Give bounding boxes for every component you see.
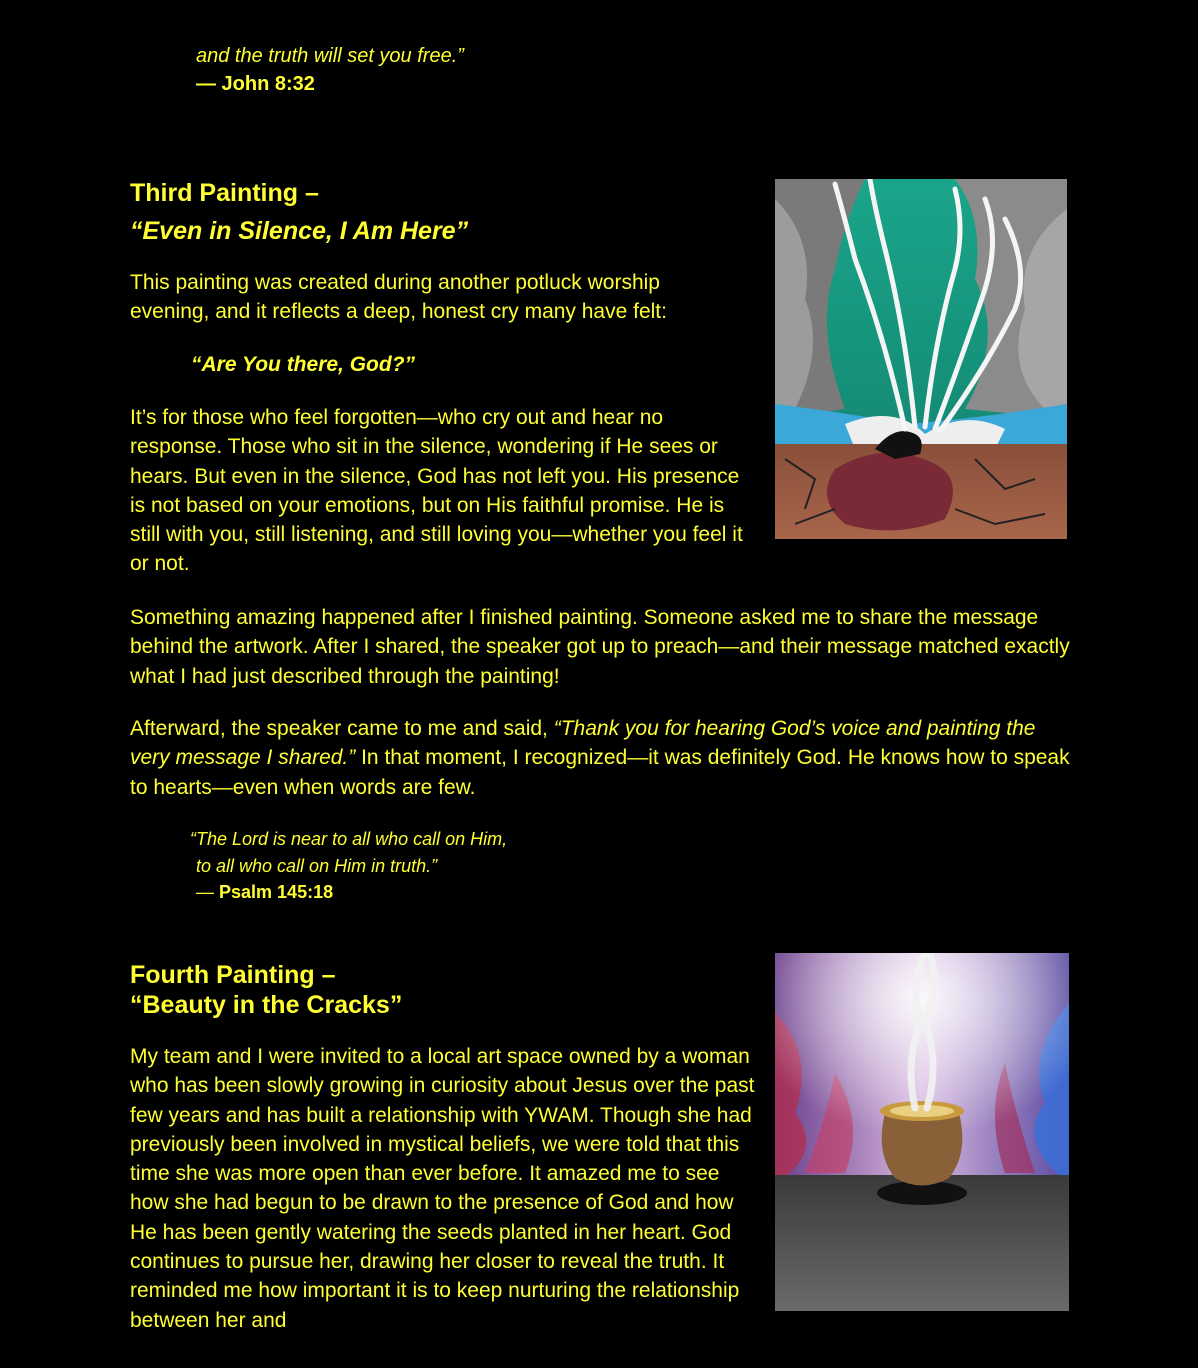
third-painting-image [775,179,1067,539]
psalm-reference [190,879,507,906]
psalm-line1: “The Lord is near to all who call on Him, [190,829,508,849]
fourth-heading-title: “Beauty in the Cracks” [130,991,403,1019]
top-scripture-quote [196,42,464,98]
afterward-tail: In that moment, I recognized—it was definitely God. He knows how to speak to hearts—even when words are few. [130,746,1070,799]
psalm-line2: to all who call on Him in truth.” [196,855,438,876]
third-intro-paragraph: This painting was created during another potluck worship evening, and it reflects a deep, honest cry many have felt: [130,271,667,324]
afterward-speaker-quote: “Thank you for hearing God’s voice and painting the very message I shared.” [130,717,1036,770]
third-heading-line1: Third Painting – [130,179,319,207]
third-cry-quote: “Are You there, God?” [191,353,416,376]
third-painting-heading [130,174,730,250]
third-body-paragraph: It’s for those who feel forgotten—who cry out and hear no response. Those who sit in the silence, wondering if He sees or hears. But even in the silence, God has not left you. His presence is not based on your emotions, but on His faithful promise. He is still with you, still listening, and still loving you—whether you feel it or not. [130,406,743,576]
psalm-quote [190,826,507,906]
psalm-reference-dash: — [196,882,220,902]
top-quote-line: and the truth will set you free.” [196,45,464,67]
psalm-reference-text: Psalm 145:18 [219,882,334,902]
fourth-painting-heading [130,960,730,1020]
third-heading-title: “Even in Silence, I Am Here” [130,217,469,245]
third-afterward-paragraph [130,714,1070,802]
fourth-body-paragraph: My team and I were invited to a local art space owned by a woman who has been slowly growing in curiosity about Jesus over the past few years and has built a relationship with YWAM. Though she had previously been involved in mystical beliefs, we were told that this time she was more open than ever before. It amazed me to see how she had begun to be drawn to the presence of God and how He has been gently watering the seeds planted in her heart. God continues to pursue her, drawing her closer to reveal the truth. It reminded me how important it is to keep nurturing the relationship between her and [130,1045,755,1332]
third-amazing-paragraph: Something amazing happened after I finished painting. Someone asked me to share the message behind the artwork. After I shared, the speaker got up to preach—and their message matched exactly what I had just described through the painting! [130,606,1070,688]
afterward-lead: Afterward, the speaker came to me and said, [130,717,554,740]
fourth-painting-image [775,953,1069,1311]
top-quote-reference: — John 8:32 [196,73,315,95]
fourth-heading-line1: Fourth Painting – [130,961,336,989]
painting-clay-pot-icon [775,953,1069,1311]
painting-prayer-figure-icon [775,179,1067,539]
